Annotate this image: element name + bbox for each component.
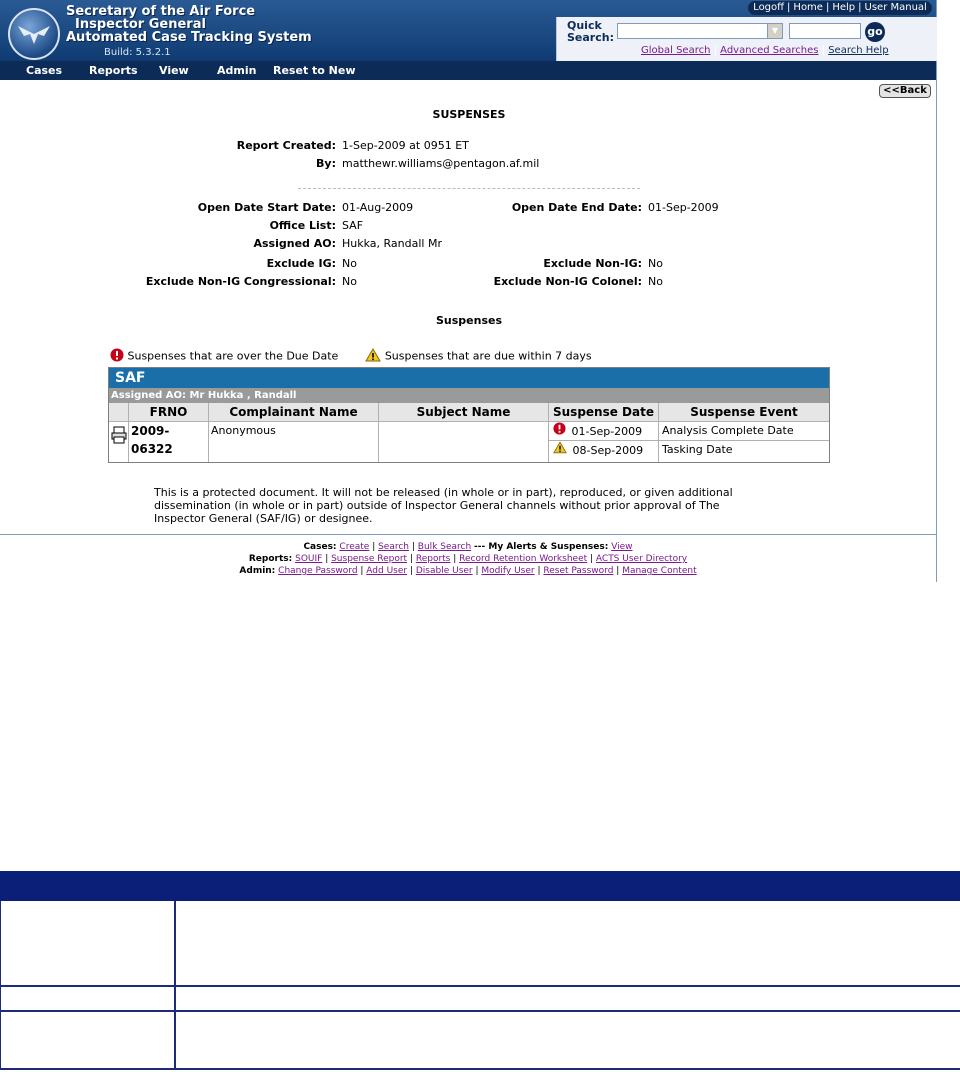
document-table-row bbox=[0, 987, 960, 1012]
assigned-ao-value: Hukka, Randall Mr bbox=[342, 237, 442, 250]
menu-admin[interactable]: Admin bbox=[217, 64, 257, 77]
assigned-ao-label: Assigned AO: bbox=[253, 237, 336, 250]
back-button[interactable]: <<Back bbox=[879, 84, 931, 98]
quick-search bbox=[556, 17, 937, 61]
legend-overdue-text: Suspenses that are over the Due Date bbox=[127, 349, 339, 363]
search-links: Global Search | Advanced Searches | Search Help bbox=[641, 45, 889, 56]
record-retention-link[interactable]: Record Retention Worksheet bbox=[459, 554, 588, 564]
table-assigned-ao: Assigned AO: Mr Hukka , Randall bbox=[109, 388, 829, 403]
exclude-ig-value: No bbox=[342, 257, 357, 270]
exclude-colonel-value: No bbox=[648, 275, 663, 288]
protected-document-notice: This is a protected document. It will not be released (in whole or in part), reproduced, or given additional dissemination (in whole or in part) outside of Inspector General channels without prior approval of The Inspector General (SAF/IG) or designee. bbox=[154, 486, 733, 525]
logoff-link[interactable]: Logoff bbox=[753, 2, 785, 13]
change-password-link[interactable]: Change Password bbox=[278, 566, 358, 576]
column-header-subject: Subject Name bbox=[379, 403, 549, 421]
add-user-link[interactable]: Add User bbox=[366, 566, 408, 576]
footer-divider bbox=[0, 534, 936, 535]
exclude-congressional-value: No bbox=[342, 275, 357, 288]
suspense-event-cell: Analysis Complete Date bbox=[659, 421, 829, 440]
footer-reports: Reports: SOUIF | Suspense Report | Reports | Record Retention Worksheet | ACTS User Directory bbox=[248, 554, 688, 564]
user-manual-link[interactable]: User Manual bbox=[864, 2, 927, 13]
suspense-event-cell: Tasking Date bbox=[659, 440, 829, 462]
main-menu bbox=[0, 61, 936, 80]
menu-view[interactable]: View bbox=[159, 64, 189, 77]
create-link[interactable]: Create bbox=[339, 542, 370, 552]
frno-cell[interactable]: 2009-06322 bbox=[129, 421, 209, 462]
open-start-label: Open Date Start Date: bbox=[197, 201, 336, 214]
exclude-non-ig-value: No bbox=[648, 257, 663, 270]
advanced-searches-link[interactable]: Advanced Searches bbox=[720, 45, 819, 56]
suspense-date-cell bbox=[549, 421, 659, 440]
menu-reset-to-new[interactable]: Reset to New bbox=[273, 64, 356, 77]
column-header-print bbox=[109, 403, 129, 421]
overdue-icon bbox=[110, 348, 124, 365]
exclude-ig-label: Exclude IG: bbox=[266, 257, 336, 270]
disable-user-link[interactable]: Disable User bbox=[415, 566, 473, 576]
document-table-row bbox=[0, 901, 960, 987]
alerts-view-link[interactable]: View bbox=[611, 542, 633, 552]
quick-search-type-select[interactable]: FRNO ▼ bbox=[617, 23, 783, 39]
global-search-link[interactable]: Global Search bbox=[641, 45, 711, 56]
menu-cases[interactable]: Cases bbox=[26, 64, 63, 77]
suspense-date-cell bbox=[549, 440, 659, 462]
suspense-date-text: 01-Sep-2009 bbox=[571, 424, 643, 438]
reports-link[interactable]: Reports bbox=[415, 554, 451, 564]
open-end-label: Open Date End Date: bbox=[511, 201, 642, 214]
app-title-line3: Automated Case Tracking System bbox=[66, 30, 312, 45]
column-header-suspense-event: Suspense Event bbox=[659, 403, 829, 421]
exclude-colonel-label: Exclude Non-IG Colonel: bbox=[493, 275, 642, 288]
suspense-table bbox=[108, 367, 830, 463]
subject-cell bbox=[379, 421, 549, 462]
quick-search-label: Quick Search: bbox=[567, 19, 614, 44]
column-header-complainant: Complainant Name bbox=[209, 403, 379, 421]
suspense-report-link[interactable]: Suspense Report bbox=[331, 554, 408, 564]
document-table-header bbox=[0, 871, 960, 901]
legend bbox=[110, 348, 592, 365]
reset-password-link[interactable]: Reset Password bbox=[543, 566, 614, 576]
app-header bbox=[0, 0, 936, 61]
overdue-icon bbox=[553, 422, 566, 441]
app-title-line2: Inspector General bbox=[75, 17, 206, 32]
column-header-frno: FRNO bbox=[129, 403, 209, 421]
help-link[interactable]: Help bbox=[832, 2, 856, 13]
open-start-value: 01-Aug-2009 bbox=[342, 201, 414, 214]
complainant-cell: Anonymous bbox=[209, 421, 379, 462]
top-links: Logoff | Home | Help | User Manual bbox=[748, 1, 932, 15]
exclude-congressional-label: Exclude Non-IG Congressional: bbox=[145, 275, 336, 288]
user-directory-link[interactable]: ACTS User Directory bbox=[595, 554, 688, 564]
build-version: Build: 5.3.2.1 bbox=[104, 47, 171, 58]
section-title: Suspenses bbox=[435, 314, 503, 327]
document-table bbox=[0, 871, 960, 1070]
report-by-value: matthewr.williams@pentagon.af.mil bbox=[342, 157, 540, 170]
footer-cases: Cases: Create | Search | Bulk Search --- My Alerts & Suspenses: View bbox=[303, 542, 633, 552]
footer-admin: Admin: Change Password | Add User | Disable User | Modify User | Reset Password | Manage Content bbox=[239, 566, 697, 576]
divider bbox=[298, 188, 640, 189]
home-link[interactable]: Home bbox=[793, 2, 823, 13]
report-created-label: Report Created: bbox=[236, 139, 336, 152]
manage-content-link[interactable]: Manage Content bbox=[622, 566, 697, 576]
search-help-link[interactable]: Search Help bbox=[828, 45, 889, 56]
app-title-line1: Secretary of the Air Force bbox=[66, 4, 256, 19]
suspense-date-text: 08-Sep-2009 bbox=[572, 443, 644, 457]
chevron-down-icon[interactable]: ▼ bbox=[767, 24, 782, 38]
report-title: SUSPENSES bbox=[432, 108, 506, 121]
modify-user-link[interactable]: Modify User bbox=[481, 566, 535, 576]
table-group-header: SAF bbox=[109, 368, 829, 388]
bulk-search-link[interactable]: Bulk Search bbox=[417, 542, 472, 552]
air-force-logo bbox=[8, 8, 60, 60]
office-list-label: Office List: bbox=[269, 219, 336, 232]
exclude-non-ig-label: Exclude Non-IG: bbox=[543, 257, 642, 270]
report-created-value: 1-Sep-2009 at 0951 ET bbox=[342, 139, 469, 152]
open-end-value: 01-Sep-2009 bbox=[648, 201, 719, 214]
go-button[interactable]: go bbox=[865, 22, 885, 42]
souif-link[interactable]: SOUIF bbox=[295, 554, 323, 564]
report-by-label: By: bbox=[316, 157, 336, 170]
print-icon[interactable] bbox=[109, 421, 129, 462]
menu-reports[interactable]: Reports bbox=[89, 64, 138, 77]
document-table-column-divider bbox=[174, 901, 176, 1069]
column-header-suspense-date: Suspense Date bbox=[549, 403, 659, 421]
quick-search-input[interactable] bbox=[789, 23, 861, 39]
document-table-row bbox=[0, 1012, 960, 1070]
legend-due-soon-text: Suspenses that are due within 7 days bbox=[384, 349, 592, 363]
warning-icon bbox=[365, 348, 381, 365]
warning-icon bbox=[553, 441, 567, 460]
office-list-value: SAF bbox=[342, 219, 364, 232]
search-link[interactable]: Search bbox=[378, 542, 410, 552]
